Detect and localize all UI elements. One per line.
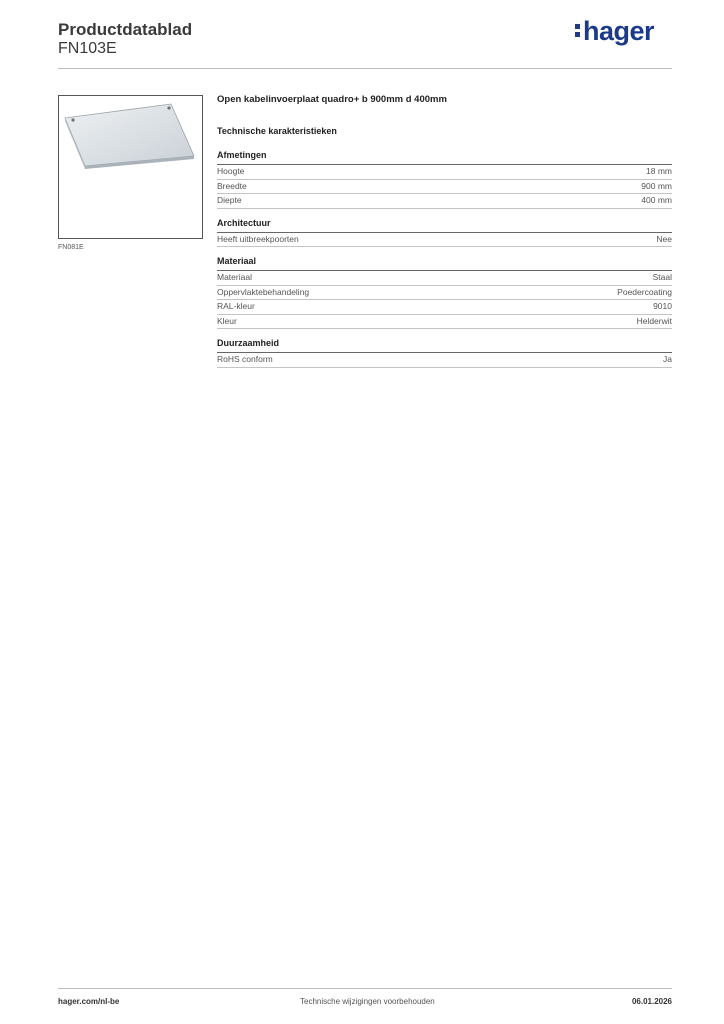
section-title: Afmetingen (217, 150, 672, 165)
logo-text: hager (582, 16, 654, 46)
spec-row (217, 165, 672, 180)
spec-row (217, 194, 672, 209)
header-divider (58, 68, 672, 69)
spec-label: Oppervlaktebehandeling (217, 286, 310, 297)
tech-characteristics-heading: Technische karakteristieken (217, 126, 337, 136)
spec-value: 9010 (653, 301, 672, 311)
section-duurzaamheid (217, 338, 672, 368)
spec-row (217, 271, 672, 286)
footer-divider (58, 988, 672, 989)
spec-value: 900 mm (641, 180, 672, 191)
image-caption: FN081E (58, 244, 84, 251)
section-architectuur (217, 218, 672, 248)
specs-content (217, 94, 672, 368)
section-materiaal (217, 256, 672, 329)
spec-row (217, 300, 672, 315)
product-description: Open kabelinvoerplaat quadro+ b 900mm d 400mm (217, 94, 447, 105)
spec-value: Nee (656, 233, 672, 244)
spec-label: RAL-kleur (217, 301, 255, 311)
spec-row (217, 233, 672, 248)
spec-label: Heeft uitbreekpoorten (217, 233, 299, 244)
spec-row (217, 353, 672, 368)
spec-label: RoHS conform (217, 354, 273, 364)
spec-label: Materiaal (217, 272, 252, 282)
spec-value: Helderwit (636, 315, 672, 326)
spec-value: Staal (652, 272, 672, 282)
section-afmetingen (217, 150, 672, 209)
spec-value: 18 mm (646, 166, 672, 176)
footer-website-link[interactable]: hager.com/nl-be (58, 997, 120, 1006)
spec-value: Poedercoating (617, 286, 672, 297)
spec-label: Hoogte (217, 166, 245, 176)
spec-label: Breedte (217, 180, 247, 191)
hager-logo (575, 16, 654, 47)
spec-row (217, 180, 672, 195)
spec-value: 400 mm (641, 195, 672, 205)
section-title: Materiaal (217, 256, 672, 271)
spec-label: Kleur (217, 315, 237, 326)
product-code: FN103E (58, 40, 117, 57)
product-image (58, 95, 203, 239)
spec-row (217, 315, 672, 330)
spec-row (217, 286, 672, 301)
logo-mark-icon (575, 20, 581, 38)
cable-plate-illustration (59, 96, 202, 238)
section-title: Duurzaamheid (217, 338, 672, 353)
footer-date: 06.01.2026 (631, 997, 672, 1006)
footer-notice: Technische wijzigingen voorbehouden (300, 997, 435, 1006)
page-title: Productdatablad (58, 20, 193, 39)
spec-value: Ja (663, 354, 672, 364)
spec-label: Diepte (217, 195, 242, 205)
section-title: Architectuur (217, 218, 672, 233)
